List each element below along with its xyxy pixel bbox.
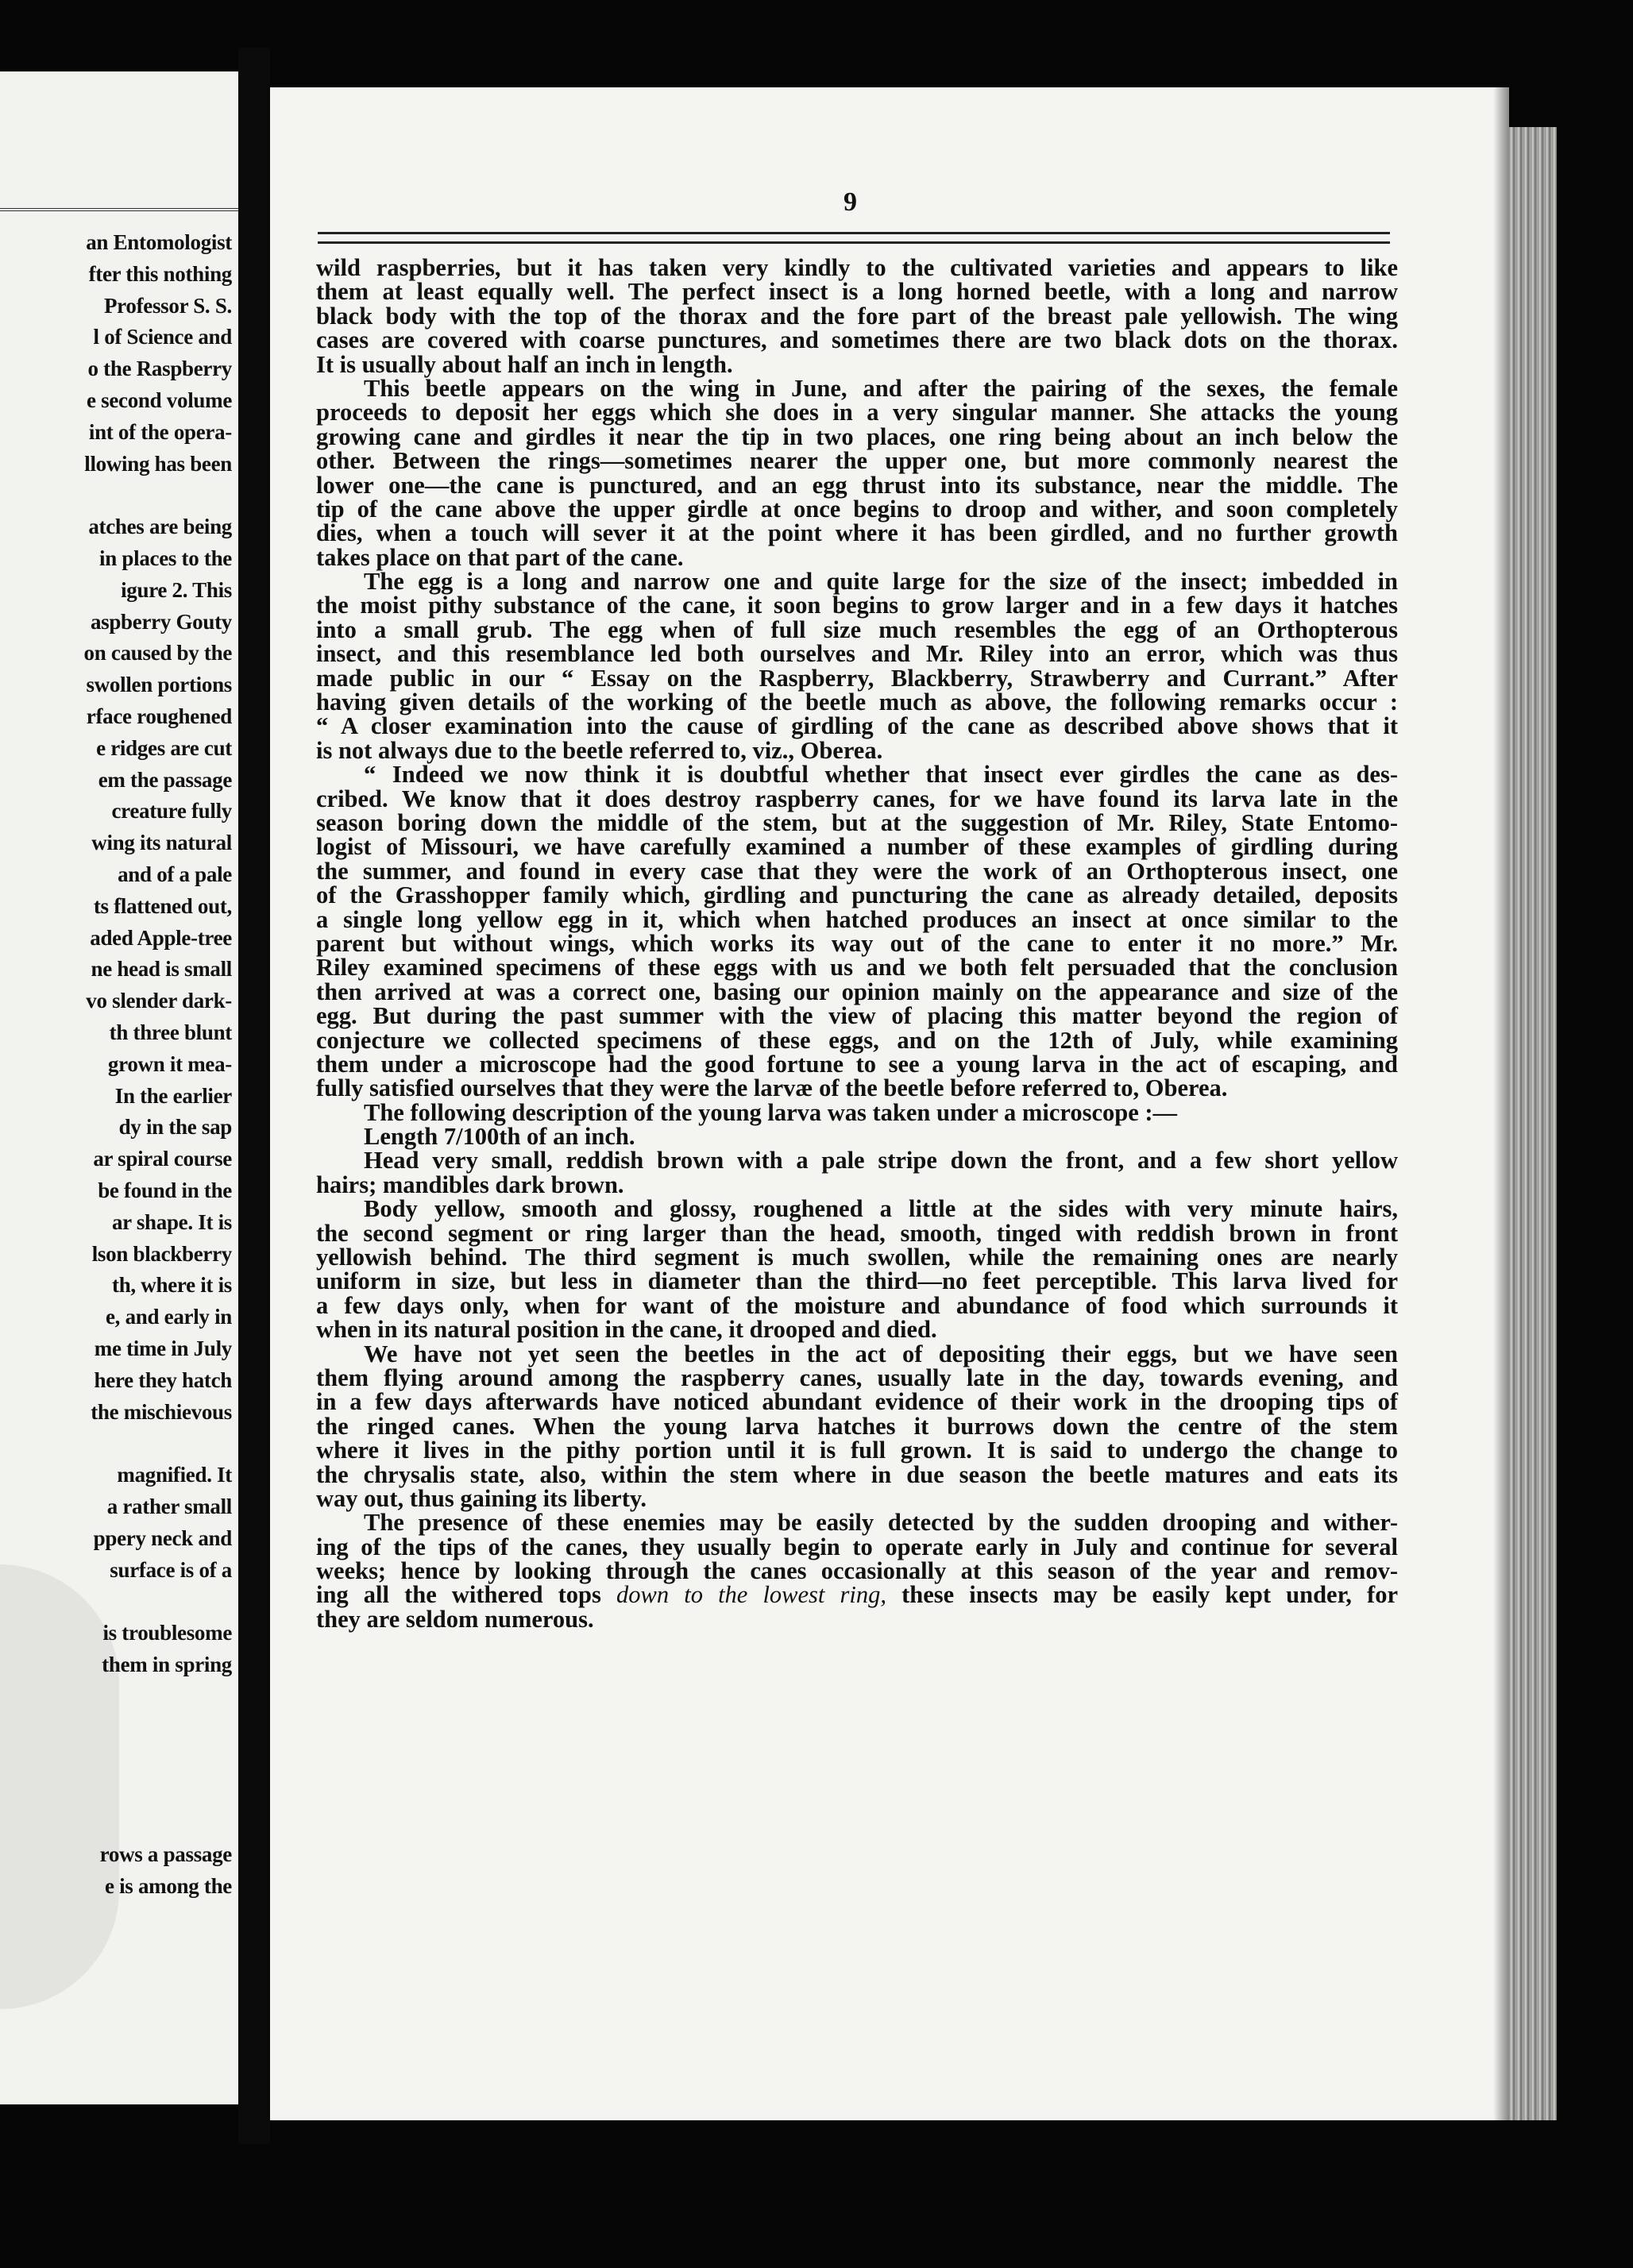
left-page-line: o the Raspberry — [87, 357, 232, 381]
left-page-line: here they hatch — [94, 1367, 232, 1392]
text-line: a few days only, when for want of the moisture and abundance of food which surrounds it — [316, 1291, 1398, 1319]
text-line: of the Grasshopper family which, girdling and puncturing the cane as already detailed, deposits — [316, 881, 1398, 909]
italic-phrase: down to the lowest ring, — [616, 1581, 886, 1609]
left-page-line: magnified. It — [117, 1463, 232, 1487]
text-line: the ringed canes. When the young larva hatches it burrows down the centre of the stem — [316, 1412, 1398, 1440]
left-page-line: creature fully — [111, 799, 232, 824]
left-page-line: grown it mea- — [107, 1051, 232, 1076]
left-page-line: ar spiral course — [93, 1147, 232, 1171]
left-page-line: Professor S. S. — [103, 293, 232, 318]
left-page-line: swollen portions — [86, 673, 232, 697]
text-line: having given details of the working of the beetle much as above, the following remarks occur : — [316, 688, 1398, 716]
page — [270, 87, 1509, 2120]
left-page-line: l of Science and — [93, 325, 232, 349]
text-line: the second segment or ring larger than the head, smooth, tinged with reddish brown in front — [316, 1219, 1398, 1247]
text-line — [316, 1581, 1398, 1609]
text-line: Length 7/100th of an inch. — [364, 1123, 635, 1151]
text-line: insect, and this resemblance led both ourselves and Mr. Riley into an error, which was thus — [316, 640, 1398, 668]
header-double-rule — [318, 232, 1390, 244]
text-line: growing cane and girdles it near the tip in two places, one ring being about an inch below the — [316, 422, 1398, 450]
page-edge-shadow — [1493, 87, 1509, 2120]
text-line: made public in our “ Essay on the Raspberry, Blackberry, Strawberry and Currant.” After — [316, 664, 1398, 692]
left-page-line: fter this nothing — [88, 261, 232, 286]
left-page-line: surface is of a — [110, 1557, 232, 1582]
text-segment: these insects may be easily kept under, for — [886, 1581, 1398, 1609]
left-page-line: e is among the — [104, 1873, 232, 1898]
left-page-line: on caused by the — [83, 641, 232, 665]
text-line: them under a microscope had the good fortune to see a young larva in the act of escaping, and — [316, 1050, 1398, 1078]
text-line: way out, thus gaining its liberty. — [316, 1484, 647, 1512]
left-page-line: e ridges are cut — [96, 735, 232, 760]
left-page-line: and of a pale — [118, 862, 232, 886]
text-line: the chrysalis state, also, within the stem where in due season the beetle matures and eats its — [316, 1460, 1398, 1488]
left-page-line: ne head is small — [91, 957, 232, 982]
left-page-line: me time in July — [94, 1336, 232, 1360]
text-line: egg. But during the past summer with the view of placing this matter beyond the region of — [316, 1002, 1398, 1030]
text-line: the moist pithy substance of the cane, it soon begins to grow larger and in a few days it hatches — [316, 592, 1398, 619]
left-page-line: a rather small — [106, 1495, 232, 1518]
left-page-line: aspberry Gouty — [90, 609, 232, 634]
text-line: Head very small, reddish brown with a pale stripe down the front, and a few short yellow — [364, 1147, 1398, 1174]
text-line: ing of the tips of the canes, they usually begin to operate early in July and continue for several — [316, 1533, 1398, 1560]
text-line: This beetle appears on the wing in June, and after the pairing of the sexes, the female — [364, 374, 1398, 402]
left-page-line: e second volume — [87, 388, 232, 412]
text-line: takes place on that part of the cane. — [316, 543, 684, 571]
text-line: a single long yellow egg in it, which when hatched produces an insect at once similar to the — [316, 905, 1398, 933]
text-line: then arrived at was a correct one, basing our opinion mainly on the appearance and size of the — [316, 978, 1398, 1005]
text-line: the summer, and found in every case that they were the work of an Orthopterous insect, one — [316, 857, 1398, 885]
text-line: It is usually about half an inch in length. — [316, 350, 733, 378]
text-line: season boring down the middle of the stem, but at the suggestion of Mr. Riley, State Entomo- — [316, 808, 1398, 836]
left-page-line: e, and early in — [105, 1305, 232, 1329]
text-line: Riley examined specimens of these eggs with us and we both felt persuaded that the conclusion — [316, 954, 1398, 982]
page-stack-edge — [1509, 127, 1557, 2120]
text-line: We have not yet seen the beetles in the act of depositing their eggs, but we have seen — [364, 1340, 1398, 1367]
text-line: black body with the top of the thorax and the fore part of the breast pale yellowish. The wing — [316, 302, 1398, 330]
text-line: them at least equally well. The perfect insect is a long horned beetle, with a long and narrow — [316, 278, 1398, 306]
left-page-line: atches are being — [88, 515, 232, 539]
text-line: cribed. We know that it does destroy raspberry canes, for we have found its larva late in the — [316, 785, 1398, 812]
text-line: parent but without wings, which works its way out of the cane to enter it no more.” Mr. — [316, 929, 1398, 957]
text-line: other. Between the rings—sometimes nearer the upper one, but more commonly nearest the — [316, 447, 1398, 475]
text-line: yellowish behind. The third segment is much swollen, while the remaining ones are nearly — [316, 1244, 1398, 1271]
text-line: hairs; mandibles dark brown. — [316, 1171, 624, 1198]
text-line: The following description of the young larva was taken under a microscope :— — [364, 1098, 1178, 1126]
left-page-line: rface roughened — [86, 704, 232, 728]
left-page-line: is troublesome — [102, 1621, 232, 1645]
left-page-line: ts flattened out, — [93, 893, 232, 918]
left-page-line: aded Apple-tree — [90, 925, 232, 950]
left-page-line: be found in the — [98, 1178, 232, 1202]
left-page-line: lson blackberry — [91, 1241, 232, 1266]
left-page-line: th three blunt — [109, 1020, 232, 1044]
text-line: dies, when a touch will sever it at the point where it has been girdled, and no further growth — [316, 519, 1398, 547]
text-line: is not always due to the beetle referred to, viz., Oberea. — [316, 736, 883, 764]
left-page-line: igure 2. This — [121, 577, 232, 602]
body-text — [316, 256, 1398, 1631]
text-line: conjecture we collected specimens of these eggs, and on the 12th of July, while examining — [316, 1026, 1398, 1054]
text-line: fully satisfied ourselves that they were the larvæ of the beetle before referred to, Oberea. — [316, 1074, 1228, 1102]
left-page-line: them in spring — [102, 1653, 232, 1676]
text-segment: ing all the withered tops — [316, 1581, 617, 1609]
left-page-line: dy in the sap — [118, 1115, 232, 1140]
text-line: cases are covered with coarse punctures, and sometimes there are two black dots on the thorax. — [316, 326, 1398, 354]
left-page-rule — [0, 208, 238, 211]
page-number: 9 — [844, 187, 857, 217]
left-page-line: an Entomologist — [86, 230, 232, 254]
text-line: lower one—the cane is punctured, and an egg thrust into its substance, near the middle. The — [316, 471, 1398, 499]
text-line: Body yellow, smooth and glossy, roughened a little at the sides with very minute hairs, — [364, 1195, 1398, 1223]
text-line: them flying around among the raspberry canes, usually late in the day, towards evening, and — [316, 1364, 1398, 1391]
left-page-line: vo slender dark- — [86, 989, 232, 1013]
text-line: “ Indeed we now think it is doubtful whether that insect ever girdles the cane as des- — [364, 761, 1398, 789]
left-page-line: the mischievous — [91, 1399, 232, 1424]
text-line: weeks; hence by looking through the canes occasionally at this season of the year and remov- — [316, 1557, 1398, 1585]
left-page-figure-fragment — [0, 1564, 119, 2009]
left-page-line: llowing has been — [84, 451, 232, 476]
left-page-line: wing its natural — [91, 831, 232, 855]
left-page-line: th, where it is — [112, 1273, 232, 1298]
left-page-line: ar shape. It is — [111, 1209, 232, 1234]
left-page-line: int of the opera- — [88, 419, 232, 444]
text-line: where it lives in the pithy portion until it is full grown. It is said to undergo the change to — [316, 1437, 1398, 1464]
text-line: uniform in size, but less in diameter than the third—no feet perceptible. This larva lived for — [316, 1267, 1398, 1295]
text-line: “ A closer examination into the cause of girdling of the cane as described above shows that it — [316, 712, 1398, 740]
left-page-line: em the passage — [98, 767, 232, 792]
text-line: wild raspberries, but it has taken very kindly to the cultivated varieties and appears to like — [316, 254, 1398, 281]
text-line: tip of the cane above the upper girdle at once begins to droop and wither, and soon completely — [316, 495, 1398, 523]
text-line: they are seldom numerous. — [316, 1605, 594, 1633]
left-page-fragment — [0, 71, 241, 2104]
text-line: proceeds to deposit her eggs which she does in a very singular manner. She attacks the young — [316, 399, 1398, 426]
left-page-line: rows a passage — [99, 1842, 232, 1866]
left-page-line: ppery neck and — [93, 1526, 232, 1550]
text-line: when in its natural position in the cane, it drooped and died. — [316, 1316, 937, 1344]
text-line: logist of Missouri, we have carefully examined a number of these examples of girdling during — [316, 833, 1398, 861]
text-line: The egg is a long and narrow one and quite large for the size of the insect; imbedded in — [364, 568, 1398, 596]
text-line: in a few days afterwards have noticed abundant evidence of their work in the drooping tips of — [316, 1388, 1398, 1416]
book-gutter — [238, 48, 270, 2144]
text-line: The presence of these enemies may be easily detected by the sudden drooping and wither- — [364, 1509, 1398, 1537]
left-page-line: In the earlier — [114, 1083, 232, 1108]
text-line: into a small grub. The egg when of full size much resembles the egg of an Orthopterous — [316, 615, 1398, 643]
left-page-line: in places to the — [99, 546, 232, 570]
